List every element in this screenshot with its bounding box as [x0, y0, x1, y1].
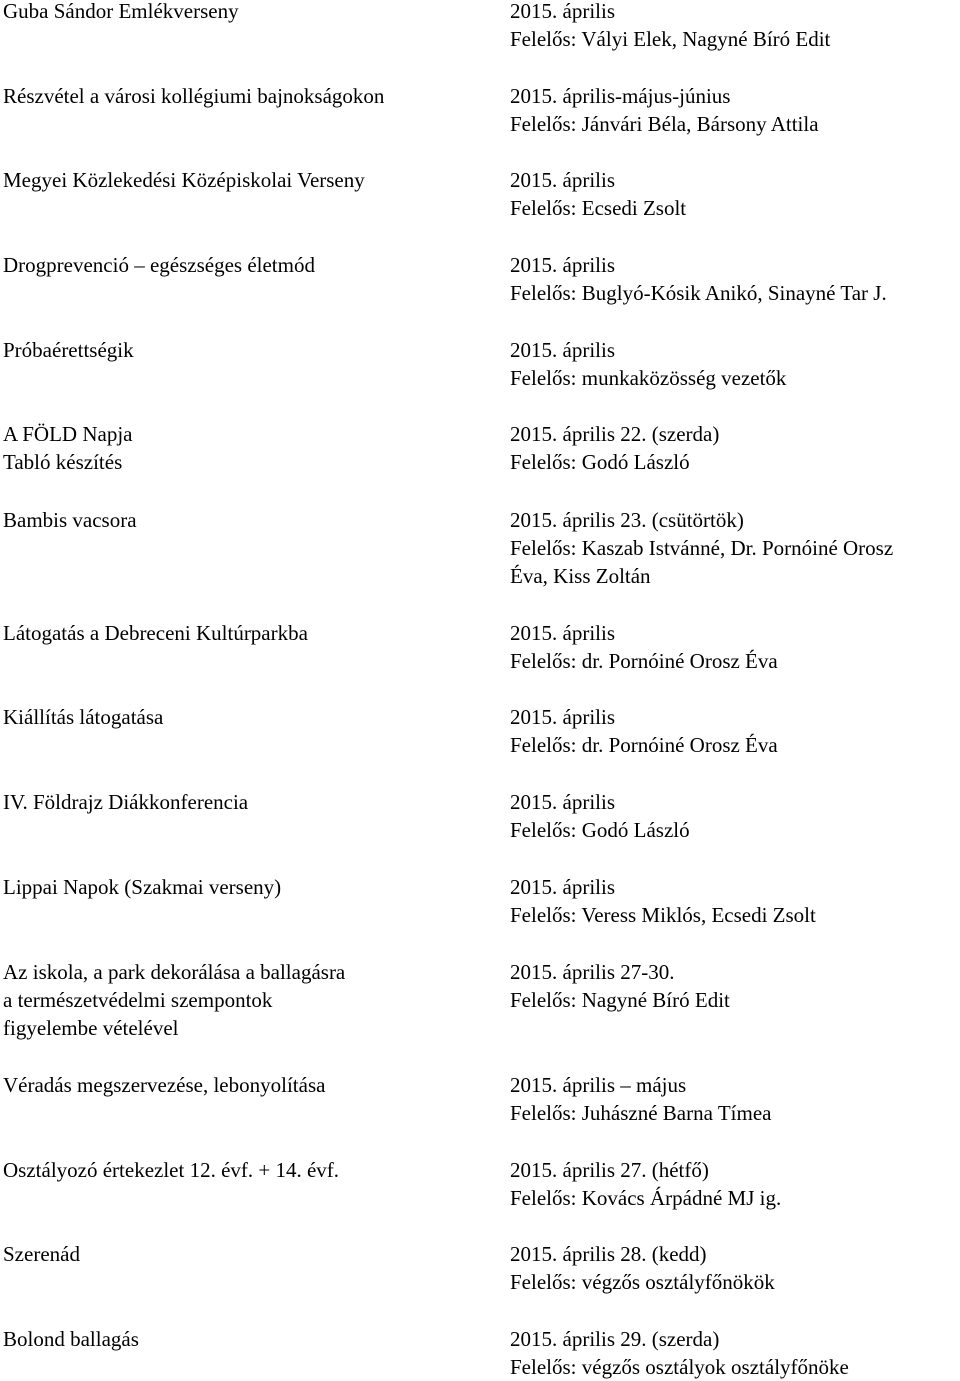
event-details: [510, 1325, 960, 1381]
event-details: [510, 619, 960, 675]
event-line: Látogatás a Debreceni Kultúrparkba: [3, 621, 308, 645]
event-line: Kiállítás látogatása: [3, 705, 164, 729]
event-date: 2015. április: [510, 621, 615, 645]
event-responsible: Felelős: Juhászné Barna Tímea: [510, 1101, 772, 1125]
event-responsible: Felelős: Vályi Elek, Nagyné Bíró Edit: [510, 27, 831, 51]
event-responsible: Felelős: végzős osztályok osztályfőnöke: [510, 1355, 849, 1379]
event-date: 2015. április 29. (szerda): [510, 1327, 720, 1351]
event-responsible: Felelős: végzős osztályfőnökök: [510, 1270, 775, 1294]
event-details: [510, 420, 960, 476]
event-line: IV. Földrajz Diákkonferencia: [3, 790, 249, 814]
event-responsible: Felelős: dr. Pornóiné Orosz Éva: [510, 649, 778, 673]
event-name: [3, 788, 493, 816]
event-name: [3, 1240, 493, 1268]
event-details: [510, 82, 960, 138]
event-date: 2015. április: [510, 705, 615, 729]
event-line: figyelembe vételével: [3, 1016, 179, 1040]
event-line: Az iskola, a park dekorálása a ballagásra: [3, 960, 346, 984]
event-line: Drogprevenció – egészséges életmód: [3, 253, 315, 277]
event-responsible: Felelős: Ecsedi Zsolt: [510, 196, 687, 220]
event-responsible-continued: Éva, Kiss Zoltán: [510, 564, 651, 588]
event-name: [3, 873, 493, 901]
event-name: [3, 166, 493, 194]
event-details: [510, 0, 960, 53]
event-name: [3, 703, 493, 731]
event-responsible: Felelős: Veress Miklós, Ecsedi Zsolt: [510, 903, 816, 927]
event-details: [510, 873, 960, 929]
event-name: [3, 619, 493, 647]
event-details: [510, 703, 960, 759]
event-line: a természetvédelmi szempontok: [3, 988, 273, 1012]
event-details: [510, 166, 960, 222]
event-line: Tabló készítés: [3, 450, 123, 474]
event-date: 2015. április: [510, 790, 615, 814]
event-date: 2015. április 23. (csütörtök): [510, 508, 744, 532]
event-details: [510, 958, 960, 1014]
event-date: 2015. április: [510, 875, 615, 899]
event-details: [510, 1071, 960, 1127]
event-responsible: Felelős: Godó László: [510, 450, 690, 474]
event-line: Bambis vacsora: [3, 508, 137, 532]
event-responsible: Felelős: Jánvári Béla, Bársony Attila: [510, 112, 819, 136]
event-details: [510, 336, 960, 392]
event-line: Véradás megszervezése, lebonyolítása: [3, 1073, 326, 1097]
event-date: 2015. április: [510, 338, 615, 362]
event-name: [3, 0, 493, 25]
event-date: 2015. április – május: [510, 1073, 687, 1097]
event-line: Osztályozó értekezlet 12. évf. + 14. évf.: [3, 1158, 340, 1182]
event-name: [3, 1071, 493, 1099]
event-line: Szerenád: [3, 1242, 80, 1266]
event-responsible: Felelős: Godó László: [510, 818, 690, 842]
event-name: [3, 1156, 493, 1184]
event-details: [510, 1156, 960, 1212]
event-name: [3, 1325, 493, 1353]
event-responsible: Felelős: Kovács Árpádné MJ ig.: [510, 1186, 782, 1210]
event-name: [3, 420, 493, 476]
event-date: 2015. április-május-június: [510, 84, 731, 108]
event-responsible: Felelős: munkaközösség vezetők: [510, 366, 787, 390]
event-details: [510, 1240, 960, 1296]
event-line: Bolond ballagás: [3, 1327, 139, 1351]
event-date: 2015. április: [510, 168, 615, 192]
event-line: Lippai Napok (Szakmai verseny): [3, 875, 282, 899]
event-name: [3, 82, 493, 110]
event-name: [3, 506, 493, 534]
event-responsible: Felelős: Buglyó-Kósik Anikó, Sinayné Tar J.: [510, 281, 887, 305]
event-responsible: Felelős: Nagyné Bíró Edit: [510, 988, 730, 1012]
event-details: [510, 788, 960, 844]
event-date: 2015. április 27-30.: [510, 960, 675, 984]
event-line: Megyei Közlekedési Középiskolai Verseny: [3, 168, 365, 192]
event-details: [510, 506, 960, 590]
event-name: [3, 958, 493, 1042]
event-line: Próbaérettségik: [3, 338, 134, 362]
event-responsible: Felelős: Kaszab Istvánné, Dr. Pornóiné Orosz: [510, 536, 894, 560]
event-line: Guba Sándor Emlékverseny: [3, 0, 239, 23]
event-date: 2015. április 27. (hétfő): [510, 1158, 709, 1182]
event-date: 2015. április: [510, 253, 615, 277]
event-line: Részvétel a városi kollégiumi bajnokságokon: [3, 84, 385, 108]
event-date: 2015. április 22. (szerda): [510, 422, 720, 446]
event-name: [3, 251, 493, 279]
event-name: [3, 336, 493, 364]
event-date: 2015. április 28. (kedd): [510, 1242, 707, 1266]
event-line: A FÖLD Napja: [3, 422, 133, 446]
event-details: [510, 251, 960, 307]
event-date: 2015. április: [510, 0, 615, 23]
event-responsible: Felelős: dr. Pornóiné Orosz Éva: [510, 733, 778, 757]
